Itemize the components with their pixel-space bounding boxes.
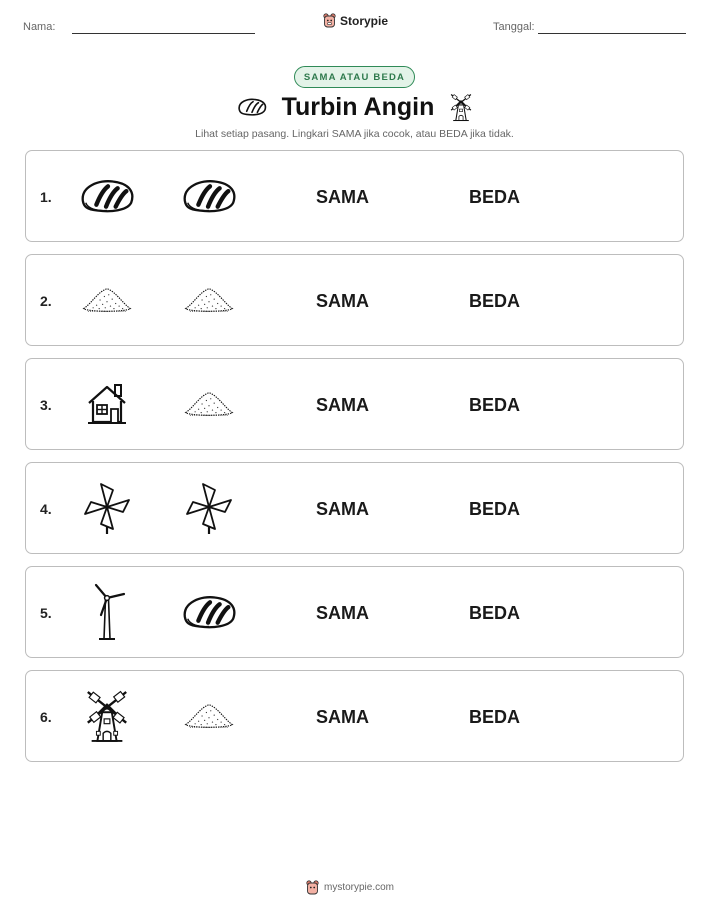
footer-url[interactable]: mystorypie.com — [324, 882, 395, 893]
house-icon — [78, 376, 136, 432]
date-label: Tanggal: — [493, 21, 535, 33]
question-number: 3. — [40, 397, 52, 413]
page-title: Turbin Angin — [281, 92, 435, 121]
option-same[interactable]: SAMA — [316, 499, 369, 519]
option-different[interactable]: BEDA — [469, 603, 521, 623]
bread-icon — [78, 168, 136, 224]
footer — [306, 880, 394, 895]
question-number: 4. — [40, 501, 52, 517]
brand-name: Storypie — [340, 13, 389, 28]
sand-pile-icon — [180, 376, 238, 432]
question-number: 6. — [40, 709, 52, 725]
question-row — [25, 670, 684, 762]
question-number: 2. — [40, 293, 52, 309]
name-line[interactable] — [72, 33, 255, 34]
bread-icon — [236, 96, 268, 118]
option-same[interactable]: SAMA — [316, 603, 369, 623]
question-row — [25, 566, 684, 658]
name-label: Nama: — [23, 21, 56, 33]
sand-pile-icon — [180, 272, 238, 328]
storypie-mascot-icon — [323, 13, 336, 28]
brand-logo — [323, 13, 388, 28]
question-row — [25, 150, 684, 242]
option-different[interactable]: BEDA — [469, 707, 521, 727]
worksheet-title — [230, 92, 480, 122]
option-different[interactable]: BEDA — [469, 395, 521, 415]
date-line[interactable] — [538, 33, 686, 34]
activity-badge: SAMA ATAU BEDA — [294, 66, 415, 88]
storypie-mascot-icon — [306, 880, 319, 895]
option-different[interactable]: BEDA — [469, 499, 521, 519]
question-number: 1. — [40, 189, 52, 205]
sand-pile-icon — [180, 688, 238, 744]
option-same[interactable]: SAMA — [316, 395, 369, 415]
question-row — [25, 254, 684, 346]
option-different[interactable]: BEDA — [469, 187, 521, 207]
option-same[interactable]: SAMA — [316, 187, 369, 207]
question-row — [25, 462, 684, 554]
pinwheel-icon — [78, 480, 136, 536]
wind-turbine-icon — [78, 584, 136, 640]
option-same[interactable]: SAMA — [316, 707, 369, 727]
question-row — [25, 358, 684, 450]
windmill-icon — [448, 92, 474, 122]
windmill-icon — [78, 688, 136, 744]
question-number: 5. — [40, 605, 52, 621]
bread-icon — [180, 168, 238, 224]
option-different[interactable]: BEDA — [469, 291, 521, 311]
sand-pile-icon — [78, 272, 136, 328]
bread-icon — [180, 584, 238, 640]
pinwheel-icon — [180, 480, 238, 536]
option-same[interactable]: SAMA — [316, 291, 369, 311]
instructions: Lihat setiap pasang. Lingkari SAMA jika cocok, atau BEDA jika tidak. — [195, 128, 514, 140]
